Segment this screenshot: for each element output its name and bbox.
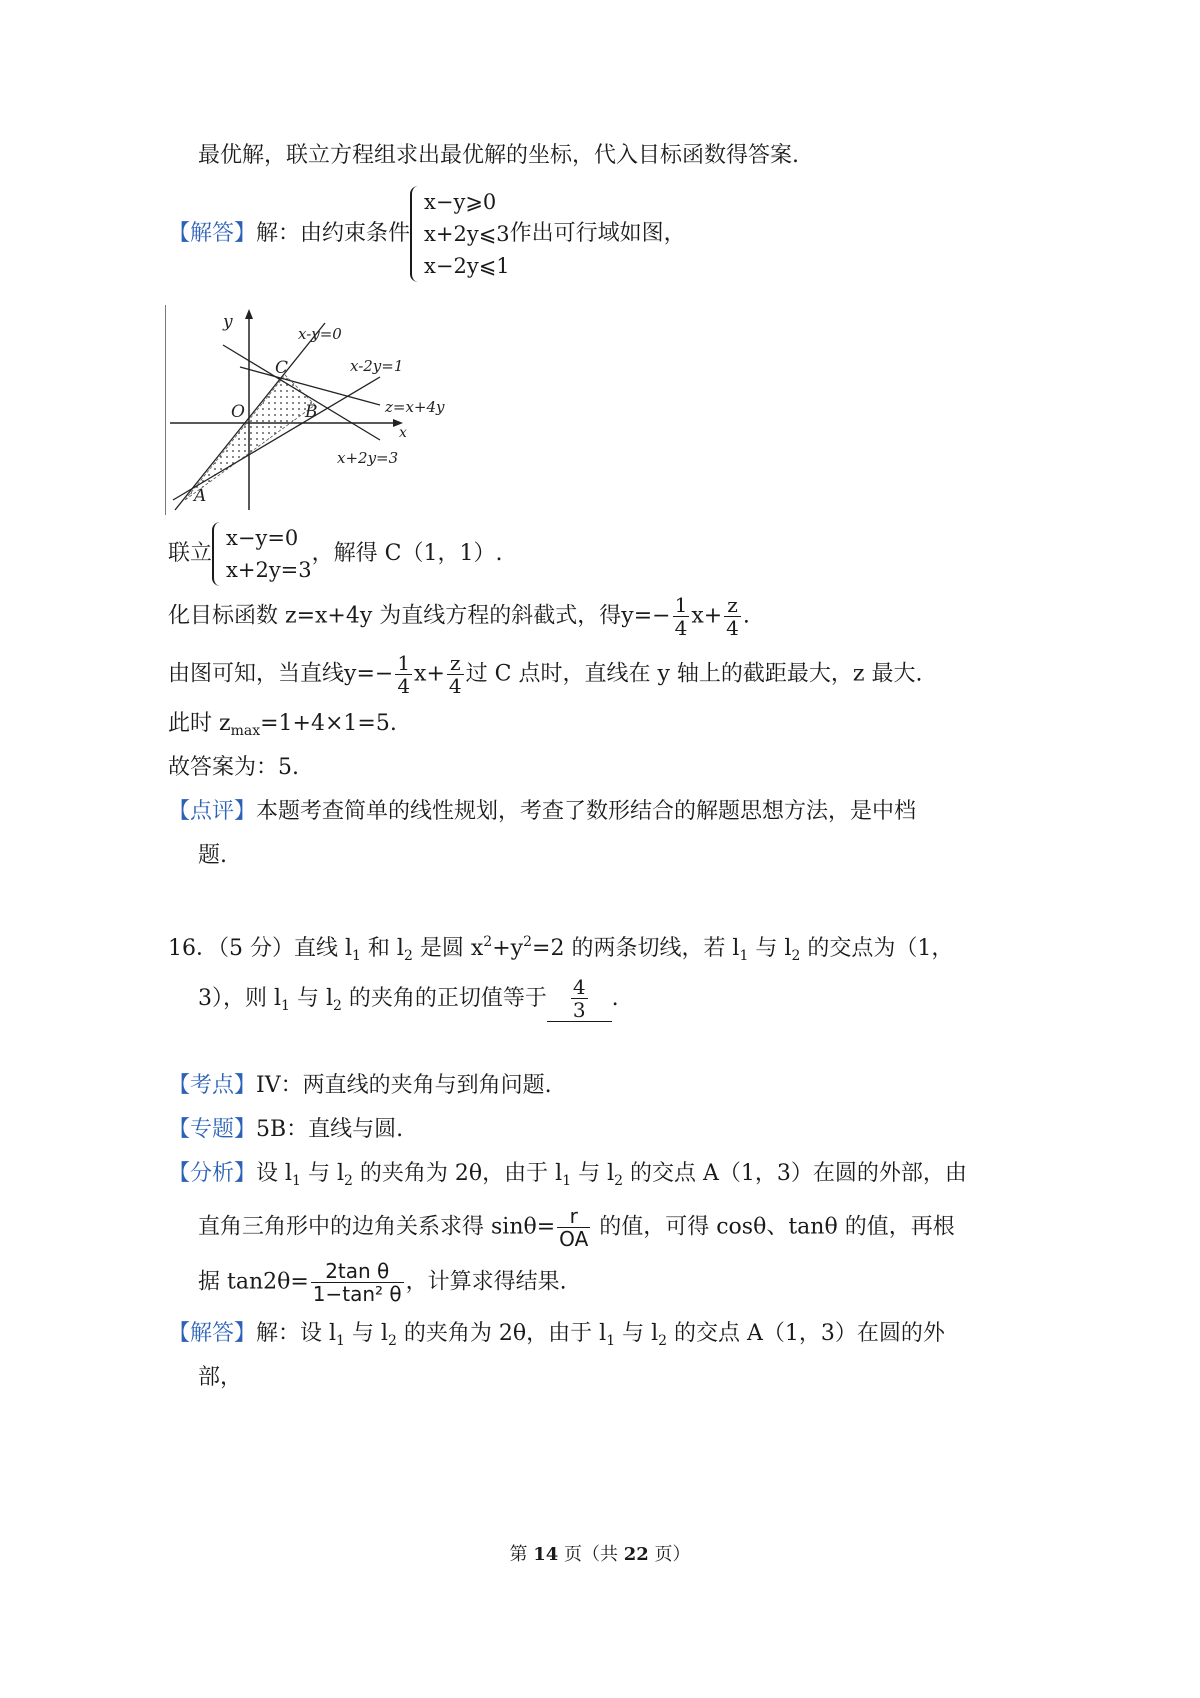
text: 解：由约束条件 xyxy=(256,221,411,246)
numerator: z xyxy=(724,594,741,617)
text: 设 l xyxy=(256,1161,293,1186)
text: 由图可知，当直线 xyxy=(168,661,345,687)
fraction xyxy=(724,594,741,639)
subscript: 2 xyxy=(388,1333,397,1349)
text: ，计算求得结果. xyxy=(405,1269,567,1295)
answer-blank xyxy=(547,976,612,1022)
text: ，解得 C（1，1）. xyxy=(311,541,503,566)
section-tag: 【考点】 xyxy=(168,1073,257,1098)
text: 本题考查简单的线性规划，考查了数形结合的解题思想方法，是中档 xyxy=(256,799,917,824)
text: 页（共 xyxy=(558,1544,624,1565)
denominator: 1−tan² θ xyxy=(312,1282,402,1306)
text-line xyxy=(168,708,397,747)
text: 据 tan2θ= xyxy=(198,1269,309,1295)
y-axis-arrow xyxy=(245,309,253,319)
point-c-label: C xyxy=(275,358,289,378)
question-line xyxy=(198,976,619,1022)
fraction xyxy=(571,976,588,1021)
denominator: 4 xyxy=(726,616,739,640)
line-label: x-y=0 xyxy=(298,325,342,343)
numerator: 4 xyxy=(572,975,586,999)
text: 的夹角为 2θ，由于 l xyxy=(352,1161,563,1186)
math: y=− xyxy=(344,661,394,687)
text: +y xyxy=(492,936,524,961)
topic-line xyxy=(168,1070,552,1102)
text: 与 l xyxy=(344,1321,388,1346)
text: 与 l xyxy=(571,1161,615,1186)
x-label: x xyxy=(399,425,407,441)
text: . xyxy=(611,986,619,1011)
text: 第 xyxy=(509,1544,534,1565)
denominator: 4 xyxy=(674,616,688,640)
line-label: x-2y=1 xyxy=(350,357,404,375)
solution-line xyxy=(168,1318,945,1357)
fraction xyxy=(311,1260,404,1305)
text: 的交点 A（1，3）在圆的外部，由 xyxy=(623,1161,967,1186)
analysis-line xyxy=(198,1260,567,1305)
text: 过 C 点时，直线在 y 轴上的截距最大，z 最大. xyxy=(465,661,923,687)
origin-label: O xyxy=(231,402,245,422)
fraction xyxy=(673,594,690,639)
text: 的值，可得 cosθ、tanθ 的值，再根 xyxy=(592,1214,955,1240)
math: y=− xyxy=(621,603,671,629)
subscript: 2 xyxy=(332,998,342,1014)
text: 与 l xyxy=(615,1321,659,1346)
subscript: 1 xyxy=(292,1173,301,1189)
denominator: 4 xyxy=(397,674,411,698)
superscript: 2 xyxy=(523,934,533,950)
text: 的交点为（1， xyxy=(800,936,954,961)
analysis-line xyxy=(168,1158,967,1197)
numerator: 2tan θ xyxy=(311,1260,404,1283)
subscript: 1 xyxy=(606,1333,616,1349)
text: 联立 xyxy=(168,541,213,566)
page-number: 14 xyxy=(533,1544,559,1565)
text: =1+4×1=5. xyxy=(260,711,397,736)
subscript: max xyxy=(230,723,261,739)
line-label: z=x+4y xyxy=(385,398,445,416)
numerator: z xyxy=(447,652,464,675)
text: 的交点 A（1，3）在圆的外 xyxy=(667,1321,945,1346)
text: 作出可行域如图， xyxy=(509,221,686,246)
text: 页） xyxy=(648,1544,691,1565)
numerator: r xyxy=(557,1205,590,1228)
category-line xyxy=(168,1114,403,1146)
subscript: 2 xyxy=(344,1173,353,1189)
constraint-system xyxy=(410,186,510,282)
numerator: 1 xyxy=(674,593,688,617)
text: =2 的两条切线，若 l xyxy=(532,936,740,961)
comment-line xyxy=(168,796,916,828)
fraction xyxy=(557,1205,590,1250)
subscript: 2 xyxy=(791,948,801,964)
text: 直角三角形中的边角关系求得 sinθ= xyxy=(198,1214,556,1240)
fraction xyxy=(395,652,412,697)
answer-line xyxy=(168,186,686,282)
subscript: 2 xyxy=(403,948,413,964)
subscript: 1 xyxy=(352,948,361,964)
text-line: 部， xyxy=(198,1365,243,1390)
line-label: x+2y=3 xyxy=(337,449,399,467)
text: 和 l xyxy=(360,936,404,961)
subscript: 2 xyxy=(614,1173,624,1189)
text: 的夹角的正切值等于 xyxy=(341,986,547,1011)
text-line: 题. xyxy=(198,843,227,868)
equation: x−2y⩽1 xyxy=(424,254,510,278)
analysis-line xyxy=(198,1205,955,1250)
page-footer xyxy=(0,1540,1200,1566)
text: 5B：直线与圆. xyxy=(256,1117,404,1142)
text: 是圆 x xyxy=(412,936,484,961)
subscript: 1 xyxy=(281,998,290,1014)
text: 化目标函数 z=x+4y 为直线方程的斜截式，得 xyxy=(168,603,622,629)
feasible-region-figure xyxy=(165,305,465,515)
section-tag: 【分析】 xyxy=(168,1161,257,1186)
subscript: 2 xyxy=(658,1333,668,1349)
section-tag: 【专题】 xyxy=(168,1117,257,1142)
numerator: 1 xyxy=(397,651,411,675)
brace xyxy=(212,522,224,586)
math: x+ xyxy=(414,661,445,687)
denominator: OA xyxy=(559,1227,589,1251)
text: 与 l xyxy=(748,936,792,961)
equation: x−y⩾0 xyxy=(424,190,497,214)
subscript: 1 xyxy=(739,948,749,964)
superscript: 2 xyxy=(483,934,493,950)
text-line: 故答案为：5. xyxy=(168,755,299,780)
text-line: 最优解，联立方程组求出最优解的坐标，代入目标函数得答案. xyxy=(198,143,799,168)
equation-system xyxy=(212,522,312,586)
text: 3），则 l xyxy=(198,986,282,1011)
fraction xyxy=(447,652,464,697)
subscript: 1 xyxy=(336,1333,345,1349)
equation: x+2y=3 xyxy=(226,558,312,582)
point-b-label: B xyxy=(305,402,318,422)
text: . xyxy=(742,603,750,629)
text: 与 l xyxy=(300,1161,344,1186)
y-label: y xyxy=(223,312,233,332)
text-line xyxy=(168,522,502,586)
point-a-label: A xyxy=(194,486,207,506)
text-line xyxy=(168,652,922,697)
text: 解：设 l xyxy=(256,1321,337,1346)
equation: x+2y⩽3 xyxy=(424,222,510,246)
line-x-minus-y xyxy=(175,323,325,510)
denominator: 4 xyxy=(448,674,462,698)
section-tag: 【解答】 xyxy=(168,221,257,246)
section-tag: 【点评】 xyxy=(168,799,257,824)
math: x+ xyxy=(691,603,723,629)
equation: x−y=0 xyxy=(226,526,299,550)
section-tag: 【解答】 xyxy=(168,1321,257,1346)
text: 此时 z xyxy=(168,711,231,736)
brace xyxy=(410,186,422,282)
denominator: 3 xyxy=(572,998,586,1022)
text: 的夹角为 2θ，由于 l xyxy=(396,1321,607,1346)
page-total: 22 xyxy=(623,1544,649,1565)
text: 与 l xyxy=(289,986,333,1011)
text-line xyxy=(168,594,750,639)
subscript: 1 xyxy=(562,1173,572,1189)
text: 16．（5 分）直线 l xyxy=(168,936,353,961)
text: IV：两直线的夹角与到角问题. xyxy=(256,1073,552,1098)
question-line xyxy=(168,926,953,972)
